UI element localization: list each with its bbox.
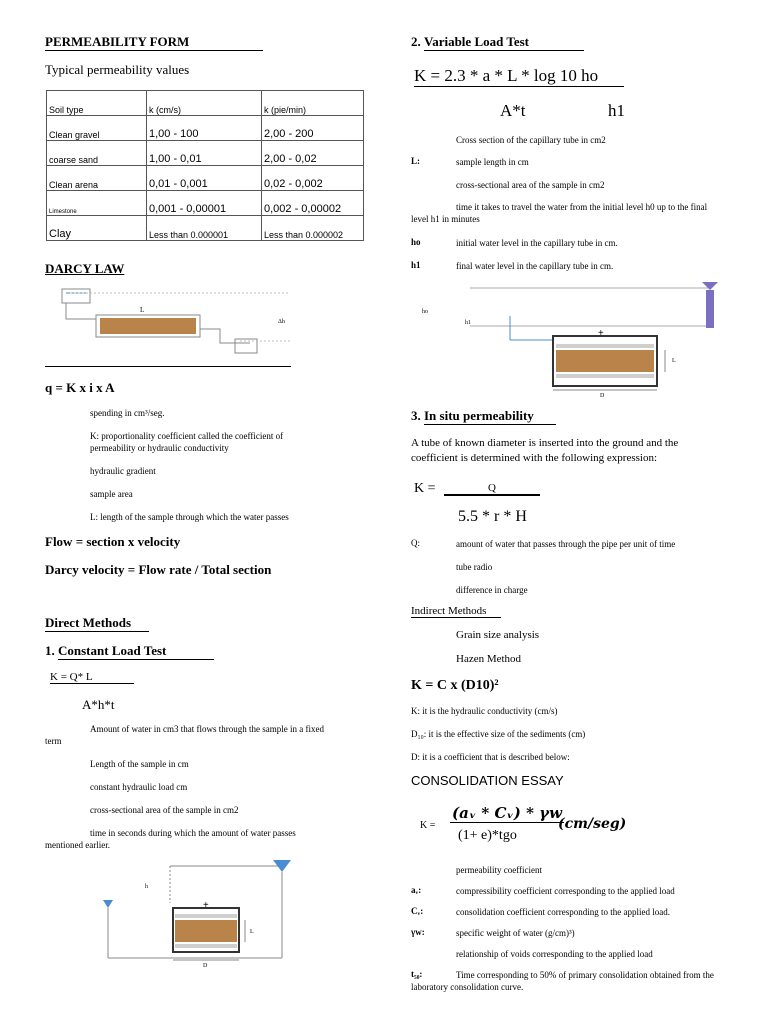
indirect-methods-title: Indirect Methods	[411, 605, 501, 618]
constant-load-diagram	[95, 858, 305, 968]
table-header: Soil type	[47, 91, 147, 116]
table-row	[47, 191, 364, 216]
page-title: PERMEABILITY FORM	[45, 34, 263, 51]
list-item: Cross section of the capillary tube in cm2	[456, 135, 606, 145]
list-item: K: it is the hydraulic conductivity (cm/s)	[411, 706, 558, 716]
constant-load-title: 1. Constant Load Test	[45, 643, 214, 660]
list-item: cross-sectional area of the sample in cm2	[456, 180, 605, 190]
list-item: consolidation coefficient corresponding to the applied load.	[456, 907, 671, 917]
table-cell: Clay	[47, 216, 147, 241]
table-header: k (pie/min)	[262, 91, 364, 116]
list-item: sample area	[90, 489, 133, 499]
list-item: hydraulic gradient	[90, 466, 156, 476]
head-label: Δh	[278, 319, 285, 325]
plus-icon: +	[203, 900, 209, 911]
variable-load-title: 2. Variable Load Test	[411, 34, 584, 51]
table-row	[47, 216, 364, 241]
table-header-row	[47, 91, 364, 116]
outlet-pipe	[200, 329, 250, 343]
table-cell: 2,00 - 0,02	[262, 141, 364, 166]
list-item: difference in charge	[456, 585, 528, 595]
consolidation-formula-units: (cm/seg)	[558, 816, 627, 832]
list-item: amount of water that passes through the pipe per unit of time	[456, 539, 676, 549]
insitu-title: 3. In situ permeability	[411, 408, 556, 425]
list-item: Length of the sample in cm	[90, 759, 189, 769]
ho-label: ho	[422, 309, 428, 315]
table-cell: Clean arena	[47, 166, 147, 191]
insitu-formula-numerator: Q	[444, 482, 540, 496]
table-cell: 1,00 - 0,01	[147, 141, 262, 166]
list-item: time in seconds during which the amount of water passes mentioned earlier.	[45, 828, 296, 850]
sand-sample	[175, 920, 237, 942]
diameter-label: D	[203, 963, 208, 968]
table-cell: 0,01 - 0,001	[147, 166, 262, 191]
inlet-pipe	[66, 303, 96, 319]
hazen-formula: K = C x (D10)²	[411, 678, 499, 693]
list-label: aᵥ:	[411, 885, 422, 895]
list-label: L:	[411, 156, 420, 166]
consolidation-formula-k: K =	[420, 820, 436, 831]
list-item: L: length of the sample through which the water passes	[90, 512, 289, 522]
table-cell: 0,002 - 0,00002	[262, 191, 364, 216]
list-item: initial water level in the capillary tube in cm.	[456, 238, 618, 248]
top-plate	[175, 914, 237, 918]
length-label: L	[250, 929, 254, 935]
list-label: γw:	[411, 927, 425, 937]
direct-methods-title: Direct Methods	[45, 615, 149, 632]
capillary-tube	[706, 290, 714, 328]
table-cell: coarse sand	[47, 141, 147, 166]
list-label: h1	[411, 260, 421, 270]
table-cell: Clean gravel	[47, 116, 147, 141]
table-cell: 1,00 - 100	[147, 116, 262, 141]
list-item: spending in cm³/seg.	[90, 408, 165, 418]
length-label: L	[140, 306, 145, 314]
constant-formula-denominator: A*h*t	[82, 697, 115, 712]
upper-reservoir	[62, 289, 90, 303]
list-item: sample length in cm	[456, 157, 529, 167]
list-item: D: it is a coefficient that is described below:	[411, 752, 570, 762]
list-item: constant hydraulic load cm	[90, 782, 188, 792]
table-row	[47, 116, 364, 141]
list-item: Grain size analysis	[456, 629, 540, 641]
table-header: k (cm/s)	[147, 91, 262, 116]
table-cell: 0,001 - 0,00001	[147, 191, 262, 216]
list-item: time it takes to travel the water from the initial level h0 up to the final level h1 in minutes	[411, 202, 708, 224]
variable-load-diagram	[410, 280, 730, 398]
variable-formula-denominator-a: A*t	[500, 101, 526, 120]
darcy-velocity-formula: Darcy velocity = Flow rate / Total section	[45, 562, 272, 577]
list-item: compressibility coefficient corresponding to the applied load	[456, 886, 675, 896]
table-cell: 2,00 - 200	[262, 116, 364, 141]
insitu-formula-k: K =	[414, 481, 436, 496]
variable-formula-denominator-b: h1	[608, 101, 625, 120]
consolidation-formula-numerator: (aᵥ * Cᵥ) * γw	[452, 804, 562, 822]
permeability-table	[46, 90, 364, 241]
sand-sample	[556, 350, 654, 372]
list-item: relationship of voids corresponding to the applied load	[456, 949, 653, 959]
list-item: permeability coefficient	[456, 865, 543, 875]
constant-formula-numerator: K = Q* L	[50, 671, 134, 684]
top-plate	[556, 344, 654, 348]
list-item: final water level in the capillary tube in cm.	[456, 261, 614, 271]
consolidation-formula-denominator: (1+ e)*tgo	[458, 828, 517, 843]
consolidation-title: CONSOLIDATION ESSAY	[411, 773, 564, 788]
flow-formula: Flow = section x velocity	[45, 534, 181, 549]
table-cell: Less than 0.000001	[147, 216, 262, 241]
diameter-label: D	[600, 393, 605, 398]
list-label: t₅₀:	[411, 969, 423, 979]
divider	[45, 366, 291, 367]
list-item: D₁₀: it is the effective size of the sediments (cm)	[411, 729, 586, 739]
list-item: cross-sectional area of the sample in cm2	[90, 805, 239, 815]
variable-formula-numerator: K = 2.3 * a * L * log 10 ho	[414, 66, 624, 87]
list-item: Amount of water in cm3 that flows through the sample in a fixed term	[45, 724, 324, 746]
darcy-law-title: DARCY LAW	[45, 261, 125, 276]
list-item: K: proportionality coefficient called the coefficient of permeability or hydraulic conductivity	[90, 431, 284, 453]
bottom-plate	[175, 944, 237, 948]
list-label: Cᵥ:	[411, 906, 424, 916]
darcy-diagram	[40, 285, 300, 367]
table-cell: 0,02 - 0,002	[262, 166, 364, 191]
head-label: h	[145, 884, 148, 890]
list-label: ho	[411, 237, 421, 247]
plus-icon: +	[598, 328, 604, 339]
list-item: specific weight of water (g/cm)³)	[456, 928, 575, 938]
list-item: Time corresponding to 50% of primary consolidation obtained from the laboratory consolidation curve.	[411, 970, 714, 992]
list-label: Q:	[411, 538, 420, 548]
h1-label: h1	[465, 320, 471, 326]
insitu-formula-denominator: 5.5 * r * H	[458, 508, 527, 525]
list-item: Hazen Method	[456, 653, 522, 665]
table-cell: Limestone	[47, 191, 147, 216]
sand-sample	[100, 318, 196, 334]
length-label: L	[672, 358, 676, 364]
typical-values-label: Typical permeability values	[45, 62, 190, 77]
tube-top-marker	[702, 282, 718, 290]
table-cell: Less than 0.000002	[262, 216, 364, 241]
table-row	[47, 166, 364, 191]
table-row	[47, 141, 364, 166]
darcy-formula: q = K x i x A	[45, 380, 115, 395]
outflow-marker	[103, 900, 113, 908]
insitu-description: A tube of known diameter is inserted into the ground and the coefficient is determined with the following expression:	[411, 437, 679, 464]
list-item: tube radio	[456, 562, 493, 572]
bottom-plate	[556, 374, 654, 378]
